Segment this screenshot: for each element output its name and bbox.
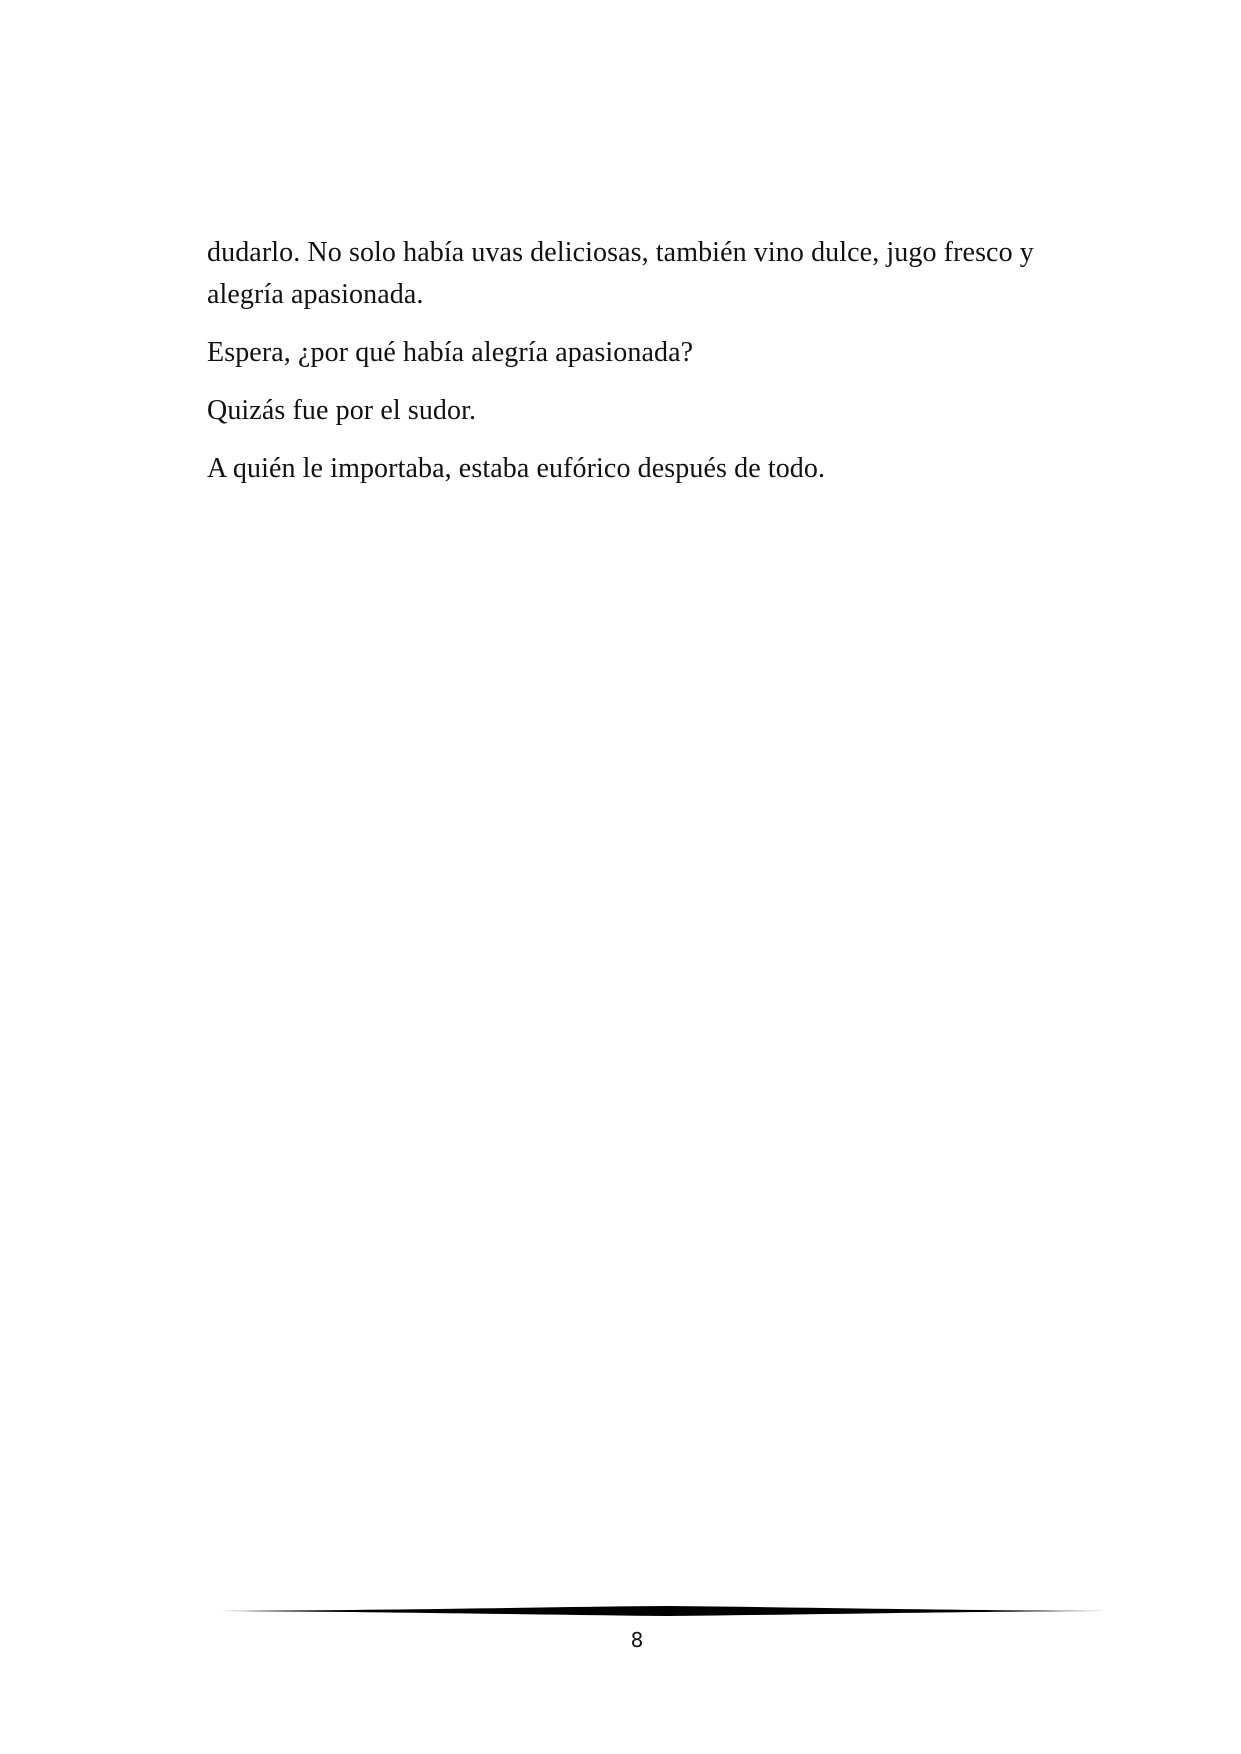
paragraph-1: dudarlo. No solo había uvas deliciosas, también vino dulce, jugo fresco y alegría apasionada.	[207, 237, 1034, 310]
body-text	[207, 232, 1087, 506]
footer-divider-shape	[207, 1606, 1105, 1616]
paragraph-4: A quién le importaba, estaba eufórico después de todo.	[207, 453, 826, 484]
paragraph-2: Espera, ¿por qué había alegría apasionada?	[207, 337, 694, 368]
paragraph-3: Quizás fue por el sudor.	[207, 395, 477, 426]
page-number: 8	[630, 1628, 644, 1652]
footer-divider	[207, 1604, 1105, 1618]
